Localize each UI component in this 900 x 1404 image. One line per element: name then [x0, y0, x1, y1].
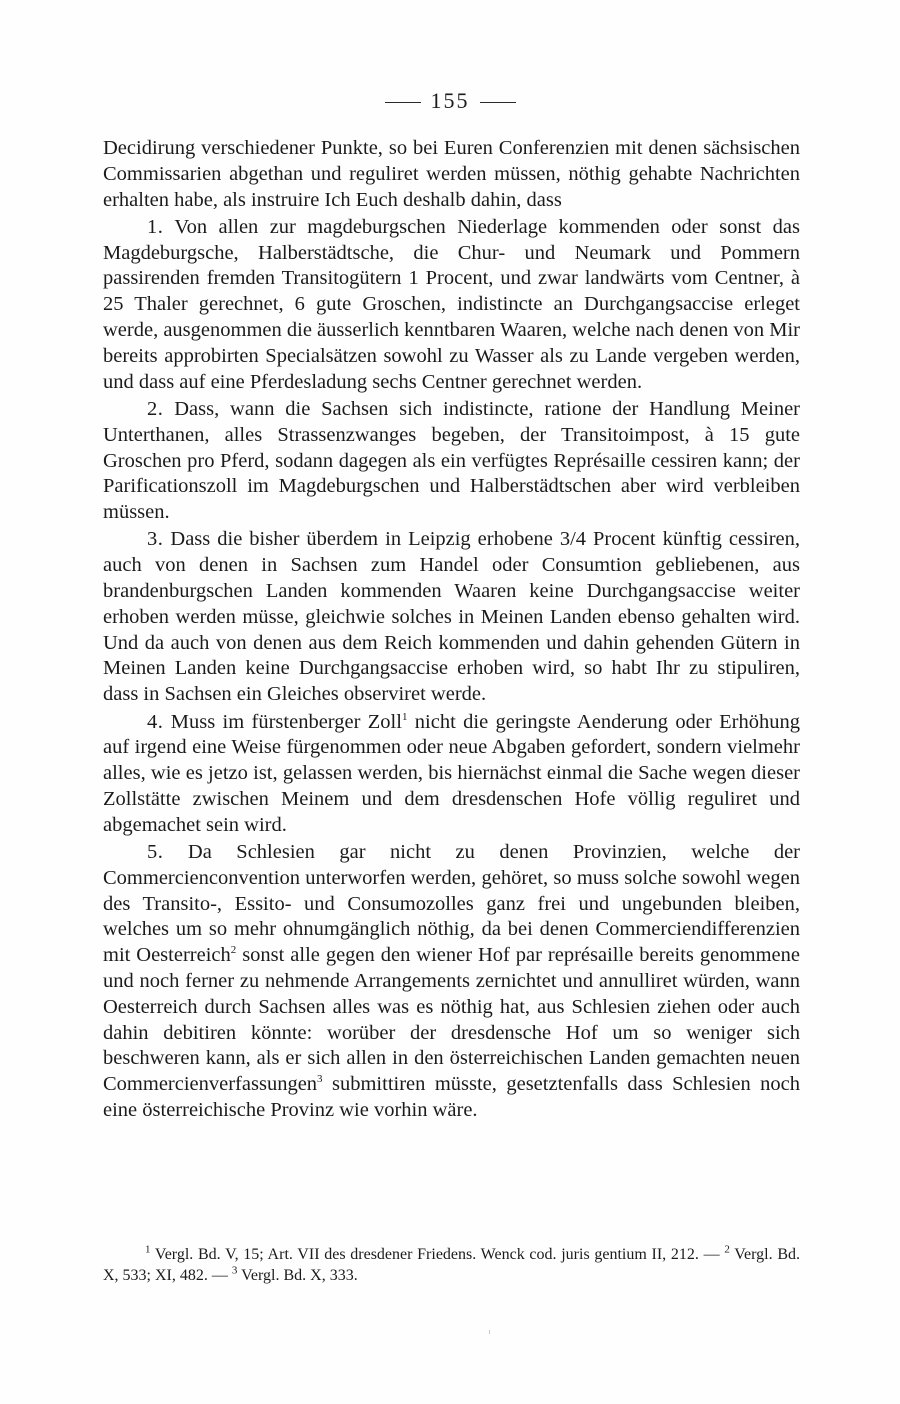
paragraph-text: Dass, wann die Sachsen sich indistincte, ratione der Handlung Meiner Unterthanen, alles Strassenzwanges begeben, der Transitoimpost, à 15 gute Groschen pro Pferd, sodann dagegen als ein verfügtes Représaille cessiren kann; der Parificationszoll im Magdeburgschen und Halberstädtschen aber wird verbleiben müssen. [103, 397, 801, 524]
header-rule-left [385, 102, 421, 103]
paragraph-number: 1. [147, 215, 164, 238]
paragraph-text: submittiren müsste, gesetztenfalls dass Schlesien noch eine österreichische Provinz wie vorhin wäre. [103, 1073, 800, 1121]
paragraph-1 [103, 215, 800, 396]
paragraph-text: Da Schlesien gar nicht zu denen Provinzien, welche der Commercienconvention unterworfen werden, gehöret, so muss solche sowohl wegen des Transito-, Essito- und Consumozolles ganz frei und ungebunden bleiben, welches um so mehr ohnumgänglich nöthig, da bei denen Commerciendifferenzien mit Oesterreich [103, 841, 801, 967]
paragraph-text: nicht die geringste Aenderung oder Erhöhung auf irgend eine Weise fürgenommen oder neue Abgaben gefordert, sondern vielmehr alles, wie es jetzo ist, gelassen werden, bis hiernächst einmal die Sache wegen dieser Zollstätte zwischen Meinem und dem dresdenschen Hofe völlig reguliret und abgemachet sein wird. [103, 710, 800, 836]
page-header [0, 88, 900, 114]
paragraph-text: sonst alle gegen den wiener Hof par représaille bereits genommene und noch ferner zu nehmende Arrangements zernichtet und annulliret würden, wann Oesterreich durch Sachsen alles was es nöthig hat, aus Schlesien ziehen oder auch dahin debitiren könnte: worüber der dresdensche Hof um so weniger sich beschweren kann, als er sich allen in den österreichischen Landen gemachten neuen Commercienverfassungen [103, 944, 801, 1096]
footnote-mark: 1 [145, 1243, 151, 1256]
footnote-reference: 1 [401, 710, 408, 723]
paragraph-number: 5. [147, 841, 164, 864]
intro-paragraph: Decidirung verschiedener Punkte, so bei Euren Conferenzien mit denen sächsischen Commissarien abgethan und reguliret werden müssen, nöthig gehabte Nachrichten erhalten habe, als instruire Ich Euch deshalb dahin, dass [103, 137, 800, 211]
paragraph-text: Dass die bisher überdem in Leipzig erhobene 3/4 Procent künftig cessiren, auch von denen in Sachsen zum Handel oder Consumtion gebliebenen, aus brandenburgschen Landen kommenden Waaren keine Durchgangsaccise weiter erhoben werden müsse, gleichwie solches in Meinen Landen ebenso gehalten wird. Und da auch von denen aus dem Reich kommenden und dahin gehenden Gütern in Meinen Landen keine Durchgangsaccise erhoben wird, so habt Ihr zu stipuliren, dass in Sachsen ein Gleiches observiret werde. [103, 528, 801, 706]
footnote-reference: 2 [230, 944, 237, 957]
footnote-mark: 3 [231, 1264, 238, 1277]
footnote-text: Vergl. Bd. V, 15; Art. VII des dresdener Friedens. Wenck cod. juris gentium II, 212. — [154, 1246, 720, 1263]
footnote-reference: 3 [317, 1073, 323, 1086]
footnote-text: Vergl. Bd. X, 533; XI, 482. — [103, 1246, 800, 1284]
scan-speck [489, 1330, 490, 1334]
header-rule-right [480, 102, 516, 103]
body-text [103, 136, 800, 1124]
paragraph-number: 4. [147, 710, 164, 733]
footnotes [103, 1244, 800, 1286]
paragraph-text: Muss im fürstenberger Zoll [170, 710, 402, 733]
paragraph-number: 2. [147, 397, 164, 420]
footnote-text: Vergl. Bd. X, 333. [241, 1267, 358, 1284]
paragraph-3 [103, 527, 800, 708]
paragraph-number: 3. [147, 528, 164, 551]
paragraph-5 [103, 840, 800, 1124]
footnote-mark: 2 [724, 1243, 730, 1256]
paragraph-4 [103, 710, 800, 839]
page-number: 155 [430, 88, 470, 113]
paragraph-text: Von allen zur magdeburgschen Niederlage kommenden oder sonst das Magdeburgsche, Halberstädtsche, die Chur- und Neumark und Pommern passirenden fremden Transitogütern 1 Procent, und zwar landwärts vom Centner, à 25 Thaler gerechnet, 6 gute Groschen, indistincte an Durchgangsaccise erleget werde, ausgenommen die äusserlich kenntbaren Waaren, welche nach denen von Mir bereits approbirten Specialsätzen sowohl zu Wasser als zu Lande vergeben werden, und dass auf eine Pferdesladung sechs Centner gerechnet werden. [103, 215, 800, 393]
paragraph-2 [103, 397, 800, 526]
